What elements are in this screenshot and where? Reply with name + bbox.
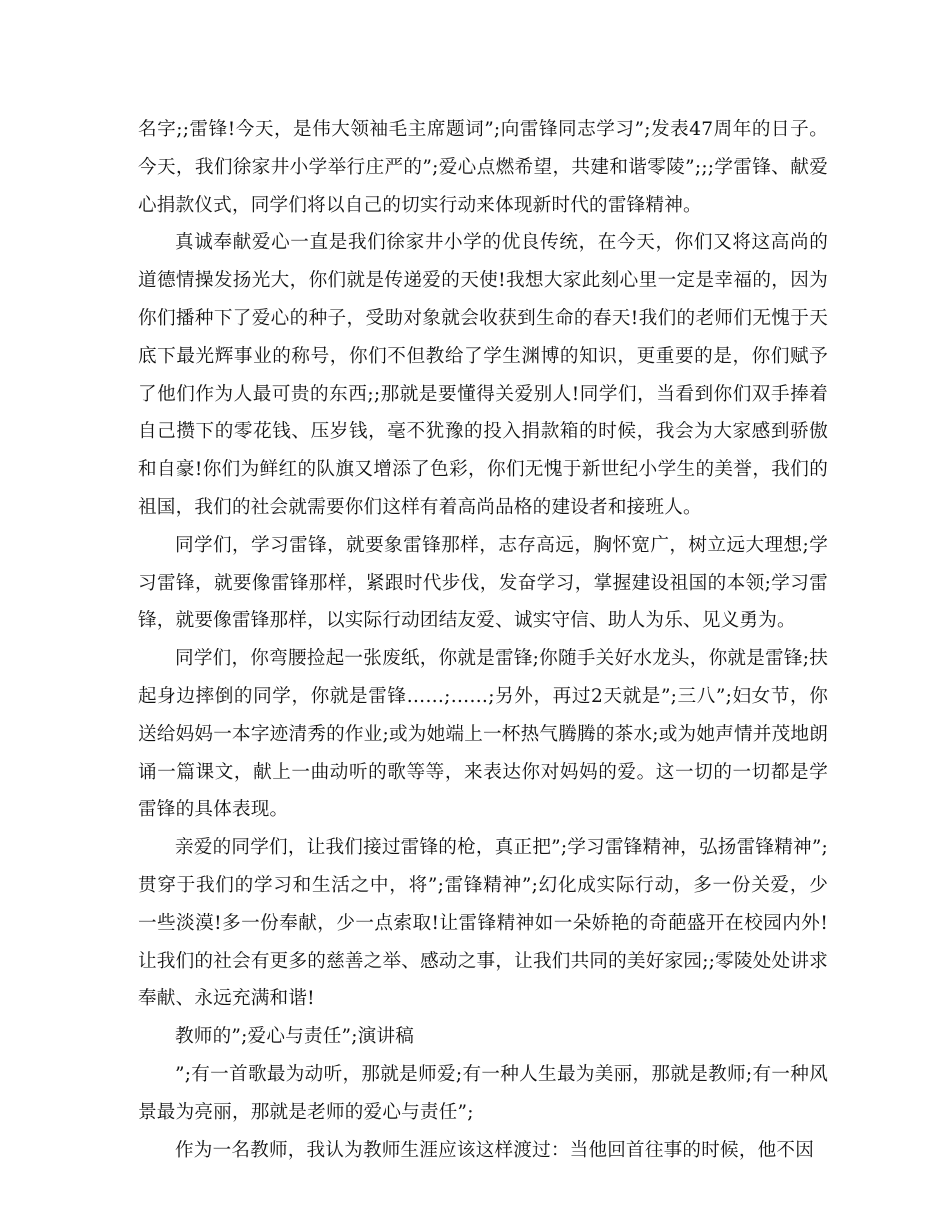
paragraph-intro: 名字;;雷锋!今天，是伟大领袖毛主席题词”;向雷锋同志学习”;发表47周年的日子。今天，我们徐家井小学举行庄严的”;爱心点燃希望，共建和谐零陵”;;;学雷锋、献爱心捐款仪式，同学们将以自己的切实行动来体现新时代的雷锋精神。 (138, 119, 828, 216)
paragraph-dedication: 真诚奉献爱心一直是我们徐家井小学的优良传统，在今天，你们又将这高尚的道德情操发扬光大，你们就是传递爱的天使!我想大家此刻心里一定是幸福的，因为你们播种下了爱心的种子，受助对象就会收获到生命的春天!我们的老师们无愧于天底下最光辉事业的称号，你们不但教给了学生渊博的知识，更重要的是，你们赋予了他们作为人最可贵的东西;;那就是要懂得关爱别人!同学们，当看到你们双手捧着自己攒下的零花钱、压岁钱，毫不犹豫的投入捐款箱的时候，我会为大家感到骄傲和自豪!你们为鲜红的队旗又增添了色彩，你们无愧于新世纪小学生的美誉，我们的祖国，我们的社会就需要你们这样有着高尚品格的建设者和接班人。 (138, 232, 828, 518)
paragraph-teacher-career: 作为一名教师，我认为教师生涯应该这样渡过：当他回首往事的时候，他不因 (175, 1139, 814, 1161)
speech-title: 教师的”;爱心与责任”;演讲稿 (175, 1026, 415, 1048)
paragraph-examples: 同学们，你弯腰捡起一张废纸，你就是雷锋;你随手关好水龙头，你就是雷锋;扶起身边摔倒的同学，你就是雷锋……;……;另外，再过2天就是”;三八”;妇女节，你送给妈妈一本字迹清秀的作业;或为她端上一杯热气腾腾的茶水;或为她声情并茂地朗诵一篇课文，献上一曲动听的歌等等，来表达你对妈妈的爱。这一切的一切都是学雷锋的具体表现。 (138, 648, 828, 821)
document-body (138, 111, 828, 1169)
paragraph-learn-leifeng: 同学们，学习雷锋，就要象雷锋那样，志存高远，胸怀宽广，树立远大理想;学习雷锋，就要像雷锋那样，紧跟时代步伐，发奋学习，掌握建设祖国的本领;学习雷锋，就要像雷锋那样，以实际行动团结友爱、诚实守信、助人为乐、见义勇为。 (138, 534, 828, 632)
paragraph-call-to-action: 亲爱的同学们，让我们接过雷锋的枪，真正把”;学习雷锋精神，弘扬雷锋精神”;贯穿于我们的学习和生活之中，将”;雷锋精神”;幻化成实际行动，多一份关爱，少一些淡漠!多一份奉献，少一点索取!让雷锋精神如一朵娇艳的奇葩盛开在校园内外!让我们的社会有更多的慈善之举、感动之事，让我们共同的美好家园;;零陵处处讲求奉献、永远充满和谐! (138, 837, 828, 1010)
paragraph-teacher-love: ”;有一首歌最为动听，那就是师爱;有一种人生最为美丽，那就是教师;有一种风景最为亮丽，那就是老师的爱心与责任”; (138, 1063, 828, 1123)
